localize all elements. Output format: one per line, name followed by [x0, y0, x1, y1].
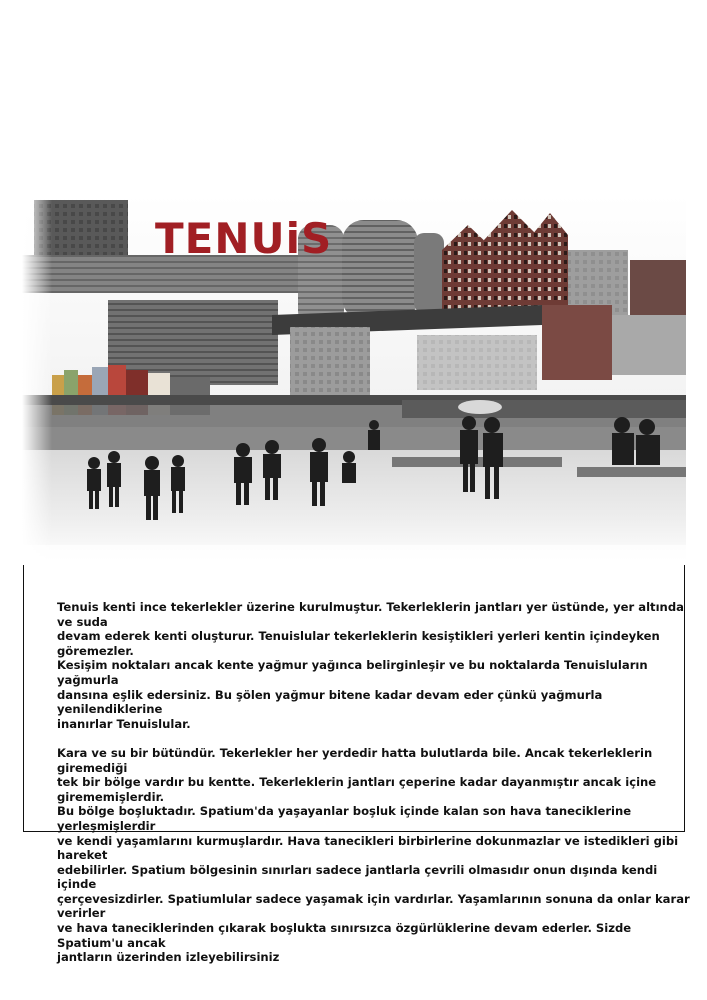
city-collage-image	[22, 195, 686, 565]
paragraph: Kara ve su bir bütündür. Tekerlekler her yerdedir hatta bulutlarda bile. Ancak tekerleklerin giremediği tek bir bölge vardır bu kentte. Tekerleklerin jantları çeperine kadar dayanmıştır ancak içine girememişlerdir. Bu bölge boşluktadır. Spatium'da yaşayanlar boşluk içinde kalan son hava taneciklerine yerleşmişlerdir ve kendi yaşamlarını kurmuşlardır. Hava tanecikleri birbirlerine dokunmazlar ve istedikleri gibi hareket edebilirler. Spatium bölgesinin sınırları sadece jantlarla çevrili olmasıdır onun dışında kendi içinde çerçevesizdirler. Spatiumlular sadece yaşamak için vardırlar. Yaşamlarının sonuna da onlar karar verirler ve hava taneciklerinden çıkarak boşlukta sınırsızca özgürlüklerine devam ederler. Sizde Spatium'u ancak jantların üzerinden izleyebilirsiniz	[57, 745, 690, 965]
body-text	[57, 600, 697, 979]
collage-title: TENUiS	[155, 214, 333, 263]
paragraph: Tenuis kenti ince tekerlekler üzerine kurulmuştur. Tekerleklerin jantları yer üstünde, yer altında ve suda devam ederek kenti oluşturur. Tenuislular tekerleklerin kesiştikleri yerleri kentin içindeyken göremezler. Kesişim noktaları ancak kente yağmur yağınca belirginleşir ve bu noktalarda Tenuisluların yağmurla dansına eşlik edersiniz. Bu şölen yağmur bitene kadar devam eder çünkü yağmurla yenilendiklerine inanırlar Tenuislular.	[57, 600, 684, 731]
